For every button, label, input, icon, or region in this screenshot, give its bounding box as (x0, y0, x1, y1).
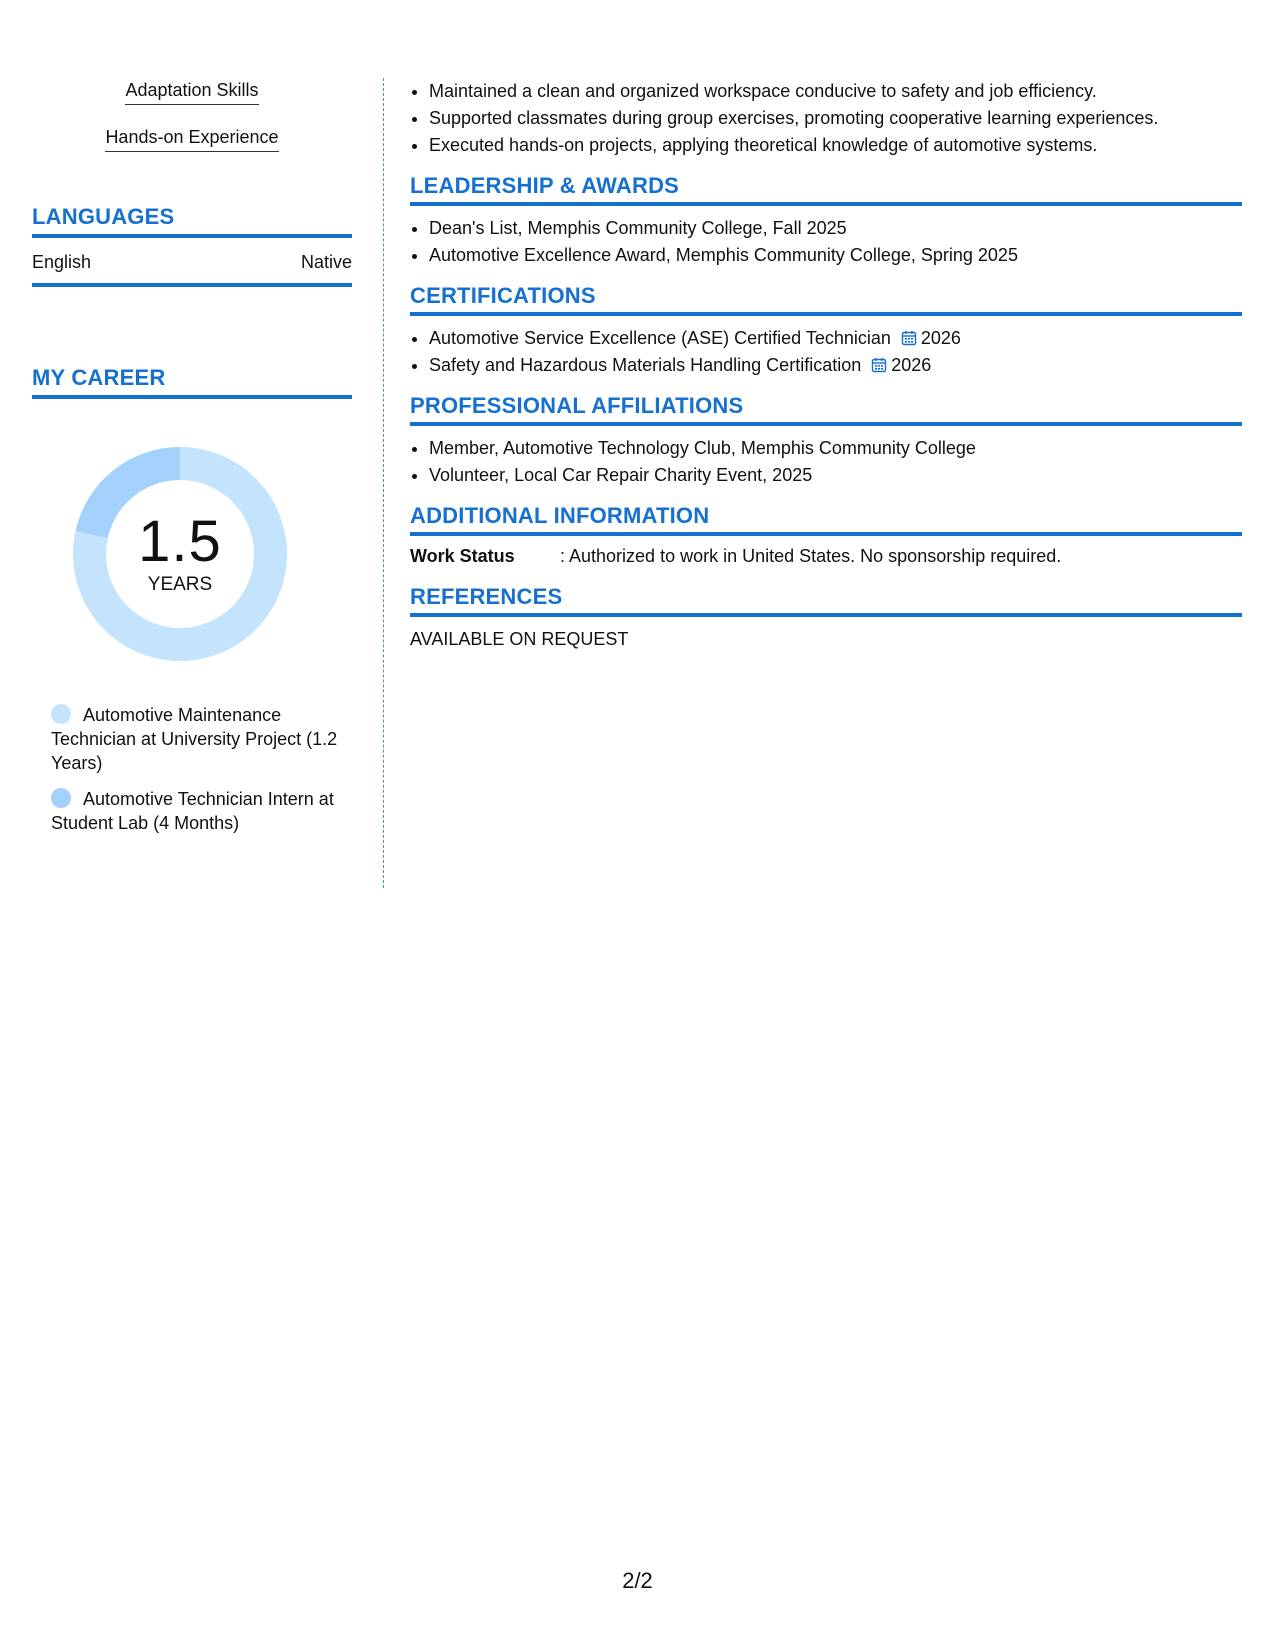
list-item: • Automotive Excellence Award, Memphis Community College, Spring 2025 (429, 242, 1242, 269)
language-level: Native (300, 252, 352, 272)
experience-bullets (410, 78, 1242, 159)
language-row (32, 238, 352, 287)
certification-year: 2026 (920, 328, 961, 348)
career-section (32, 365, 352, 835)
certification-name: Safety and Hazardous Materials Handling Certification (429, 355, 862, 375)
languages-title: LANGUAGES (32, 204, 352, 238)
list-item: • Supported classmates during group exercises, promoting cooperative learning experiences. (429, 105, 1242, 132)
language-name: English (32, 252, 92, 272)
legend-item (51, 787, 341, 835)
legend-label: Automotive Maintenance Technician at University Project (1.2 Years) (51, 705, 338, 773)
career-donut-chart (67, 441, 293, 667)
list-item (429, 352, 1242, 379)
calendar-icon (871, 357, 887, 373)
skills-list (32, 78, 352, 152)
legend-dot (51, 788, 71, 808)
work-status-value: : Authorized to work in United States. No sponsorship required. (560, 546, 1062, 566)
languages-section (32, 204, 352, 287)
list-item: • Executed hands-on projects, applying theoretical knowledge of automotive systems. (429, 132, 1242, 159)
certification-name: Automotive Service Excellence (ASE) Certified Technician (429, 328, 891, 348)
certifications-title: CERTIFICATIONS (410, 283, 1242, 316)
legend-dot (51, 704, 71, 724)
affiliations-list (410, 435, 1242, 489)
certification-year: 2026 (891, 355, 932, 375)
affiliations-title: PROFESSIONAL AFFILIATIONS (410, 393, 1242, 426)
calendar-icon (901, 330, 917, 346)
leadership-title: LEADERSHIP & AWARDS (410, 173, 1242, 206)
list-item (429, 325, 1242, 352)
references-text: AVAILABLE ON REQUEST (410, 629, 629, 649)
career-legend (51, 703, 341, 835)
list-item: • Member, Automotive Technology Club, Memphis Community College (429, 435, 1242, 462)
additional-info-section (410, 503, 1242, 570)
skill-tag: Hands-on Experience (105, 125, 278, 152)
page-number: 2/2 (622, 1568, 653, 1593)
references-title: REFERENCES (410, 584, 1242, 617)
legend-item (51, 703, 341, 775)
leadership-list (410, 215, 1242, 269)
work-status-row (410, 543, 1242, 570)
list-item: • Dean's List, Memphis Community College, Fall 2025 (429, 215, 1242, 242)
career-total-number: 1.5 (138, 509, 222, 574)
references-section (410, 584, 1242, 653)
work-status-label: Work Status (410, 546, 515, 566)
affiliations-section (410, 393, 1242, 489)
donut-center (67, 441, 293, 667)
leadership-section (410, 173, 1242, 269)
left-column (32, 78, 352, 847)
career-total-unit: YEARS (147, 574, 213, 595)
certifications-section (410, 283, 1242, 379)
additional-info-title: ADDITIONAL INFORMATION (410, 503, 1242, 536)
certifications-list (410, 325, 1242, 379)
career-title: MY CAREER (32, 365, 352, 399)
list-item: • Volunteer, Local Car Repair Charity Event, 2025 (429, 462, 1242, 489)
legend-label: Automotive Technician Intern at Student Lab (4 Months) (51, 789, 334, 833)
right-column (410, 78, 1242, 653)
list-item: • Maintained a clean and organized workspace conducive to safety and job efficiency. (429, 78, 1242, 105)
skill-tag: Adaptation Skills (125, 78, 258, 105)
column-divider (383, 78, 384, 888)
